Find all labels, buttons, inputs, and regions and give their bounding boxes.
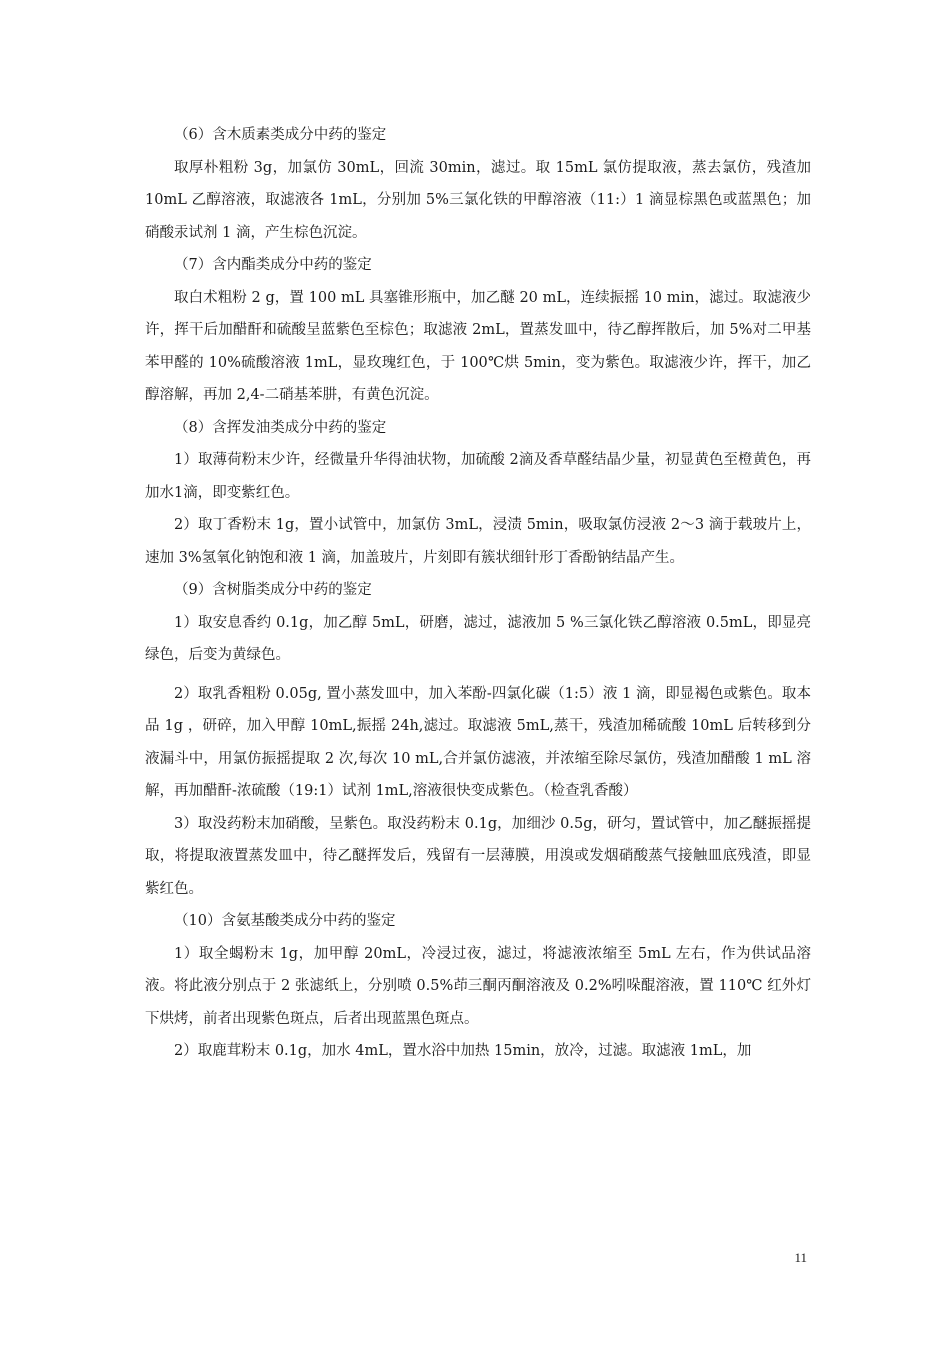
section-heading-10: （10）含氨基酸类成分中药的鉴定 bbox=[174, 913, 396, 929]
paragraph: 1）取薄荷粉末少许，经微量升华得油状物，加硫酸 2滴及香草醛结晶少量，初显黄色至橙黄色，再加水1滴，即变紫红色。 bbox=[145, 452, 811, 501]
paragraph: 2）取丁香粉末 1g，置小试管中，加氯仿 3mL，浸渍 5min，吸取氯仿浸液 2～3 滴于载玻片上，速加 3%氢氧化钠饱和液 1 滴，加盖玻片，片刻即有簇状细针形丁香酚钠结晶产生。 bbox=[145, 517, 811, 566]
paragraph: 1）取安息香约 0.1g，加乙醇 5mL，研磨，滤过，滤液加 5 %三氯化铁乙醇溶液 0.5mL，即显亮绿色，后变为黄绿色。 bbox=[145, 614, 811, 663]
section-heading-6: （6）含木质素类成分中药的鉴定 bbox=[174, 127, 387, 143]
page-number: 11 bbox=[794, 1250, 807, 1265]
paragraph: 取白术粗粉 2 g，置 100 mL 具塞锥形瓶中，加乙醚 20 mL，连续振摇 10 min，滤过。取滤液少许，挥干后加醋酐和硫酸呈蓝紫色至棕色；取滤液 2mL，置蒸发皿中，待乙醇挥散后，加 5%对二甲基苯甲醛的 10%硫酸溶液 1mL，显玫瑰红色，于 100℃烘 5min，变为紫色。取滤液少许，挥干，加乙醇溶解，再加 2,4-二硝基苯肼，有黄色沉淀。 bbox=[145, 289, 811, 403]
section-heading-7: （7）含内酯类成分中药的鉴定 bbox=[174, 257, 372, 273]
paragraph: 2）取乳香粗粉 0.05g, 置小蒸发皿中，加入苯酚-四氯化碳（1:5）液 1 滴，即显褐色或紫色。取本品 1g ，研碎，加入甲醇 10mL,振摇 24h,滤过。取滤液 5mL,蒸干，残渣加稀硫酸 10mL 后转移到分液漏斗中，用氯仿振摇提取 2 次,每次 10 mL,合并氯仿滤液，并浓缩至除尽氯仿，残渣加醋酸 1 mL 溶解，再加醋酐-浓硫酸（19:1）试剂 1mL,溶液很快变成紫色。（检查乳香酸） bbox=[145, 685, 811, 799]
section-heading-9: （9）含树脂类成分中药的鉴定 bbox=[174, 582, 372, 598]
section-heading-8: （8）含挥发油类成分中药的鉴定 bbox=[174, 419, 387, 436]
paragraph: 3）取没药粉末加硝酸，呈紫色。取没药粉末 0.1g，加细沙 0.5g，研匀，置试管中，加乙醚振摇提取，将提取液置蒸发皿中，待乙醚挥发后，残留有一层薄膜，用溴或发烟硝酸蒸气接触皿底残渣，即显紫红色。 bbox=[145, 815, 811, 897]
paragraph: 1）取全蝎粉末 1g，加甲醇 20mL，冷浸过夜，滤过，将滤液浓缩至 5mL 左右，作为供试品溶液。将此液分别点于 2 张滤纸上，分别喷 0.5%茚三酮丙酮溶液及 0.2%吲哚醌溶液，置 110℃ 红外灯下烘烤，前者出现紫色斑点，后者出现蓝黑色斑点。 bbox=[145, 945, 811, 1027]
page-content bbox=[145, 119, 811, 1068]
paragraph: 2）取鹿茸粉末 0.1g，加水 4mL，置水浴中加热 15min，放冷，过滤。取滤液 1mL，加 bbox=[174, 1043, 752, 1059]
paragraph: 取厚朴粗粉 3g，加氯仿 30mL，回流 30min，滤过。取 15mL 氯仿提取液，蒸去氯仿，残渣加 10mL 乙醇溶液，取滤液各 1mL，分别加 5%三氯化铁的甲醇溶液（11:）1 滴显棕黑色或蓝黑色；加硝酸汞试剂 1 滴，产生棕色沉淀。 bbox=[145, 159, 811, 241]
